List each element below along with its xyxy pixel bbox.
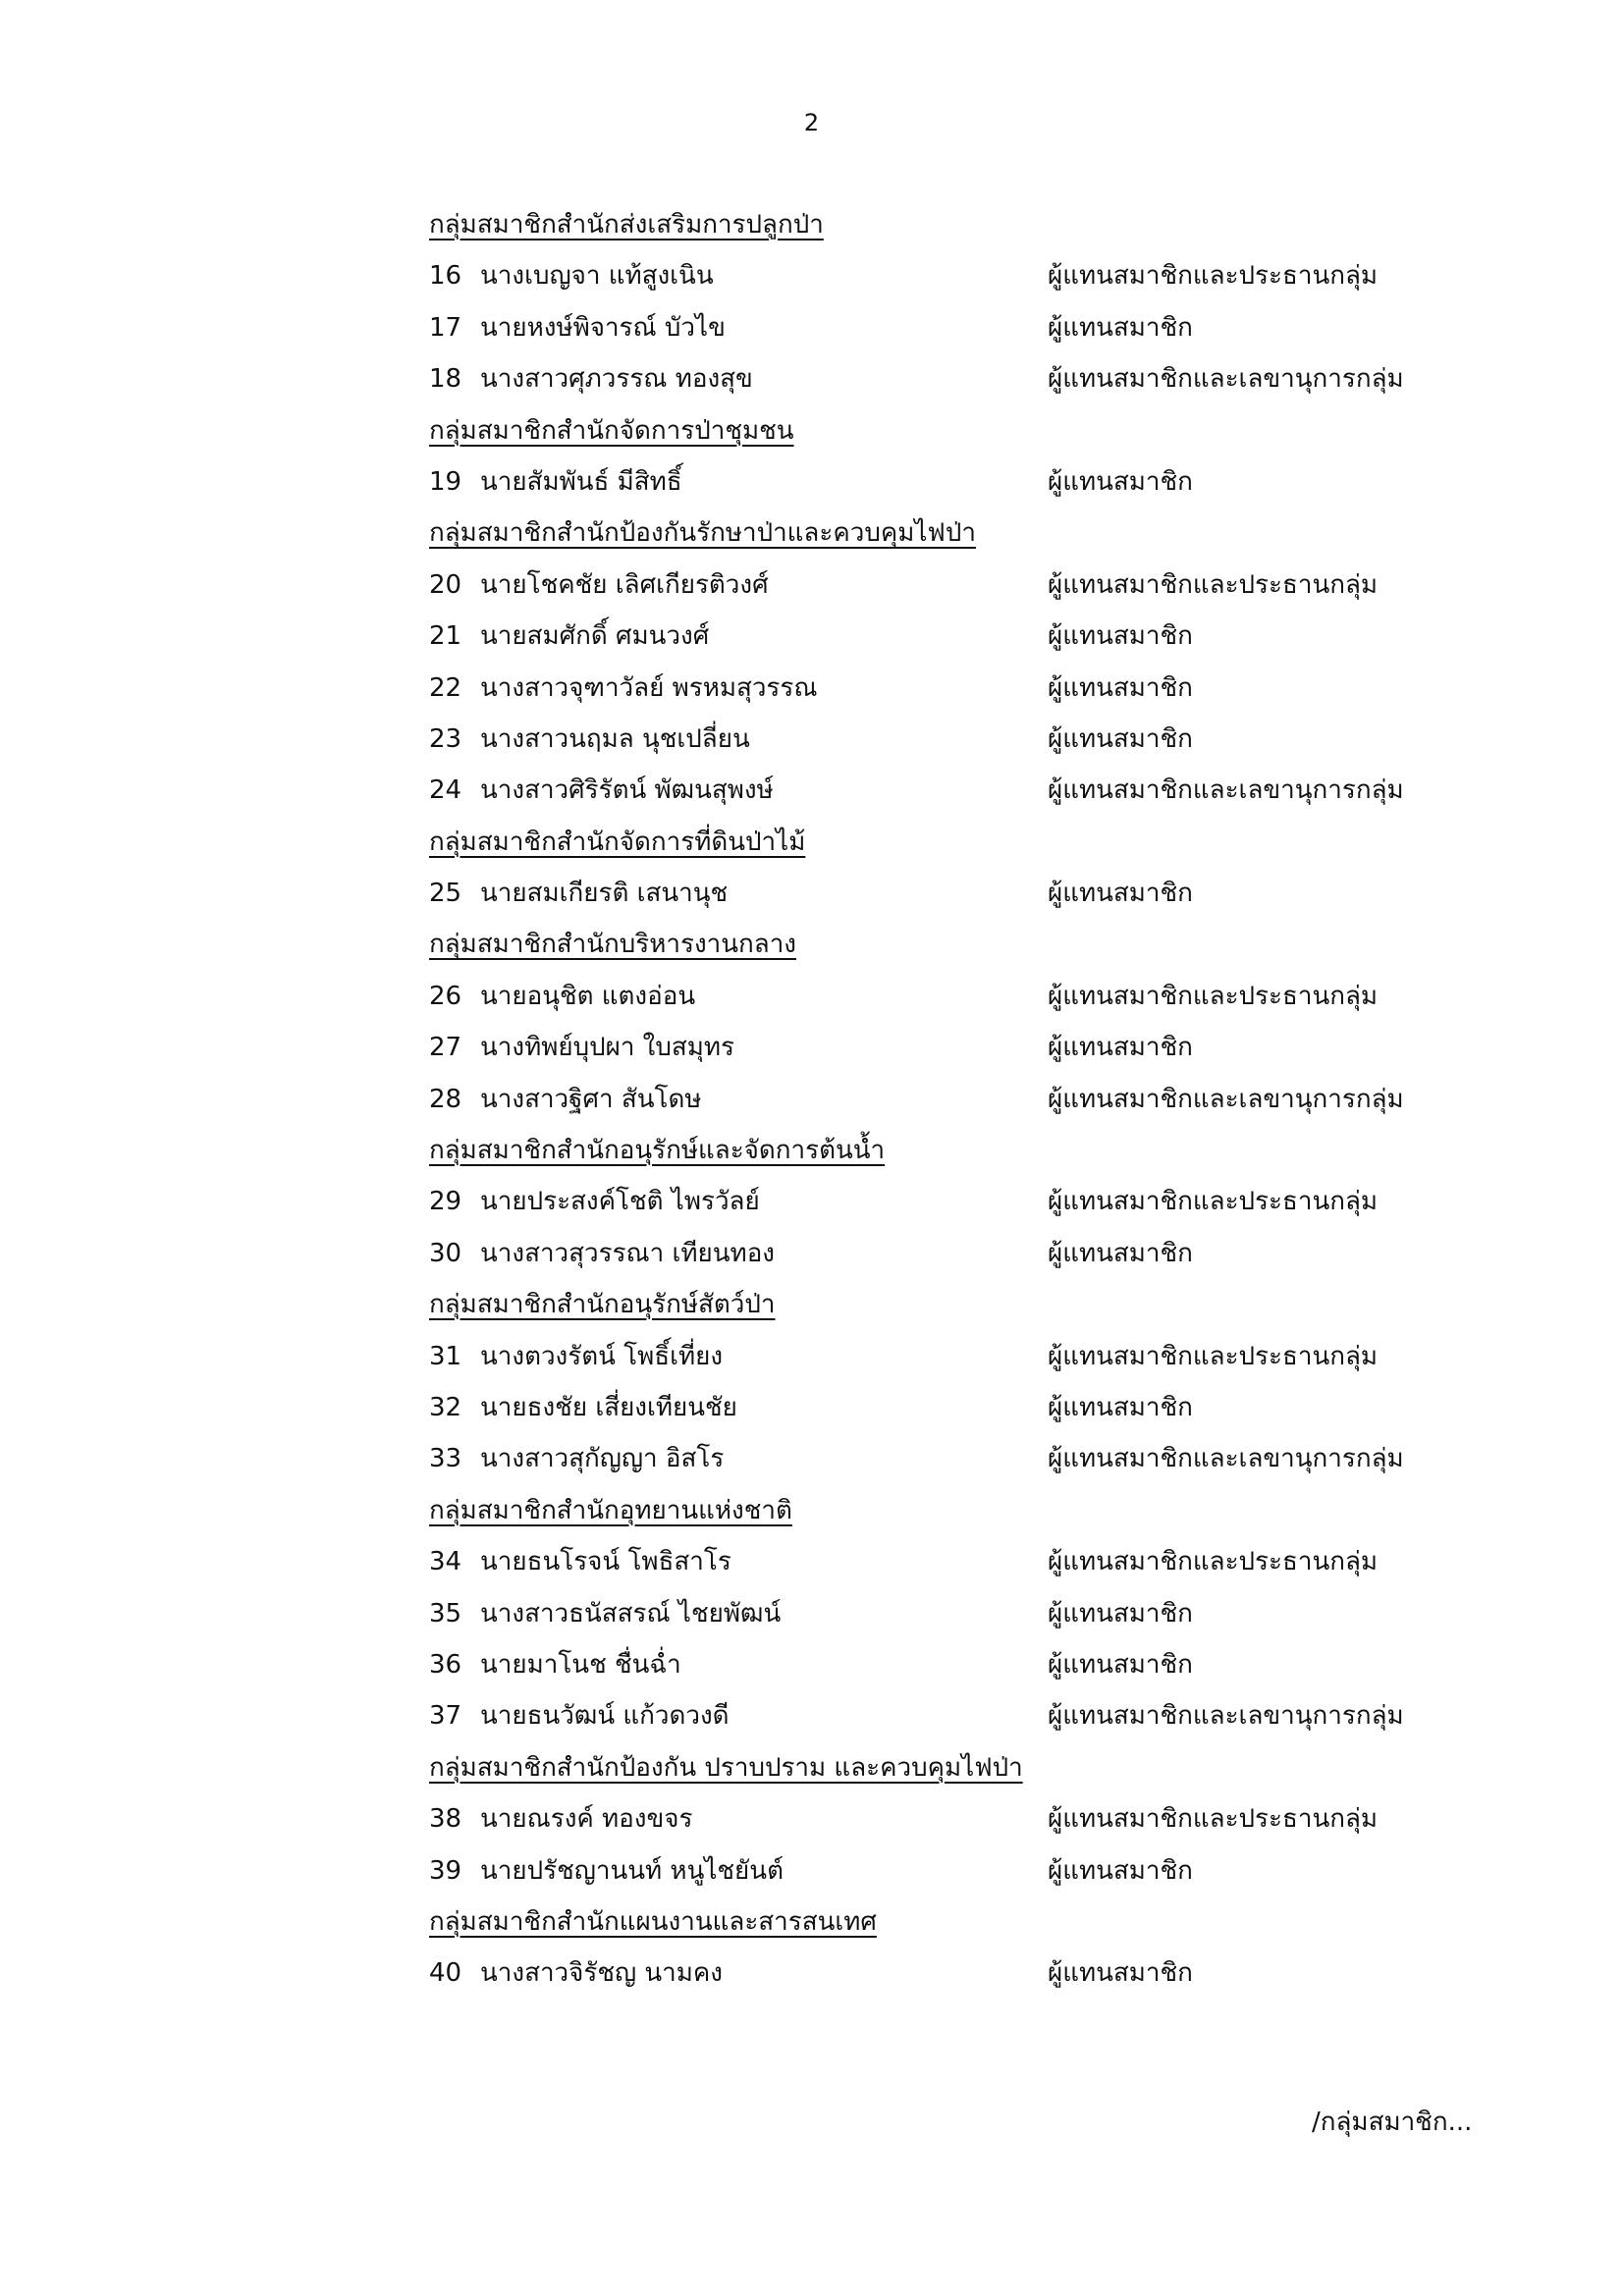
member-name: นายธนวัฒน์ แก้วดวงดี: [480, 1701, 730, 1732]
member-role: ผู้แทนสมาชิก: [1048, 1958, 1193, 1989]
member-role: ผู้แทนสมาชิก: [1048, 879, 1193, 909]
member-row: [429, 353, 1509, 404]
member-name: นายหงษ์พิจารณ์ บัวไข: [480, 312, 726, 343]
member-name: นายธนโรจน์ โพธิสาโร: [480, 1547, 731, 1577]
member-name: นายอนุชิต แตงอ่อน: [480, 981, 696, 1011]
member-number: 38: [429, 1804, 462, 1835]
member-list: [429, 199, 1509, 2000]
member-number: 21: [429, 621, 462, 652]
continuation-note: /กลุ่มสมาชิก...: [1312, 2108, 1473, 2137]
member-role: ผู้แทนสมาชิกและเลขานุการกลุ่ม: [1048, 775, 1404, 806]
member-number: 25: [429, 879, 462, 909]
member-name: นางสาวฐิศา สันโดษ: [480, 1084, 702, 1114]
member-name: นางสาวจุฑาวัลย์ พรหมสุวรรณ: [480, 672, 818, 703]
member-row: [429, 868, 1509, 919]
group-heading: กลุ่มสมาชิกสำนักแผนงานและสารสนเทศ: [429, 1906, 877, 1937]
member-number: 32: [429, 1392, 462, 1422]
member-name: นางสาวนฤมล นุชเปลี่ยน: [480, 723, 750, 754]
member-name: นางสาวสุวรรณา เทียนทอง: [480, 1238, 776, 1268]
member-role: ผู้แทนสมาชิก: [1048, 466, 1193, 497]
member-row: [429, 1845, 1509, 1896]
member-name: นายสัมพันธ์ มีสิทธิ์: [480, 466, 682, 497]
member-name: นายประสงค์โชติ ไพรวัลย์: [480, 1187, 760, 1217]
member-number: 34: [429, 1547, 462, 1577]
member-role: ผู้แทนสมาชิกและประธานกลุ่ม: [1048, 1341, 1379, 1371]
member-row: [429, 1331, 1509, 1382]
member-row: [429, 971, 1509, 1022]
member-row: [429, 1639, 1509, 1690]
member-row: [429, 1588, 1509, 1639]
member-role: ผู้แทนสมาชิกและเลขานุการกลุ่ม: [1048, 1444, 1404, 1474]
member-number: 24: [429, 775, 462, 806]
member-number: 31: [429, 1341, 462, 1371]
member-row: [429, 1433, 1509, 1484]
member-row: [429, 1074, 1509, 1125]
member-name: นางสาวศิริรัตน์ พัฒนสุพงษ์: [480, 775, 774, 806]
member-row: [429, 714, 1509, 765]
member-name: นายสมศักดิ์ ศมนวงศ์: [480, 621, 710, 652]
group-heading: กลุ่มสมาชิกสำนักส่งเสริมการปลูกป่า: [429, 210, 824, 240]
member-row: [429, 611, 1509, 662]
member-name: นางสาวจิรัชญ นามคง: [480, 1958, 723, 1989]
member-role: ผู้แทนสมาชิก: [1048, 723, 1193, 754]
group-heading: กลุ่มสมาชิกสำนักบริหารงานกลาง: [429, 930, 797, 960]
member-role: ผู้แทนสมาชิก: [1048, 1033, 1193, 1063]
member-row: [429, 456, 1509, 507]
member-row: [429, 1536, 1509, 1587]
member-row: [429, 663, 1509, 714]
member-number: 17: [429, 312, 462, 343]
member-name: นางสาวธนัสสรณ์ ไชยพัฒน์: [480, 1598, 782, 1629]
member-number: 16: [429, 261, 462, 292]
member-number: 30: [429, 1238, 462, 1268]
member-role: ผู้แทนสมาชิกและประธานกลุ่ม: [1048, 1547, 1379, 1577]
member-number: 37: [429, 1701, 462, 1732]
group-heading: กลุ่มสมาชิกสำนักอุทยานแห่งชาติ: [429, 1495, 792, 1525]
member-row: [429, 1690, 1509, 1741]
group-heading: กลุ่มสมาชิกสำนักอนุรักษ์และจัดการต้นน้ำ: [429, 1136, 886, 1166]
member-number: 23: [429, 723, 462, 754]
member-number: 26: [429, 981, 462, 1011]
member-role: ผู้แทนสมาชิก: [1048, 621, 1193, 652]
member-role: ผู้แทนสมาชิก: [1048, 1238, 1193, 1268]
member-number: 35: [429, 1598, 462, 1629]
member-number: 39: [429, 1855, 462, 1886]
member-role: ผู้แทนสมาชิกและประธานกลุ่ม: [1048, 261, 1379, 292]
member-name: นางสาวสุกัญญา อิสโร: [480, 1444, 725, 1474]
member-row: [429, 1228, 1509, 1279]
member-row: [429, 1793, 1509, 1844]
member-role: ผู้แทนสมาชิก: [1048, 1598, 1193, 1629]
member-number: 29: [429, 1187, 462, 1217]
member-name: นายปรัชญานนท์ หนูไชยันต์: [480, 1855, 784, 1886]
member-number: 40: [429, 1958, 462, 1989]
group-heading: กลุ่มสมาชิกสำนักจัดการที่ดินป่าไม้: [429, 827, 806, 857]
member-role: ผู้แทนสมาชิก: [1048, 1392, 1193, 1422]
member-number: 22: [429, 672, 462, 703]
member-role: ผู้แทนสมาชิก: [1048, 312, 1193, 343]
member-number: 27: [429, 1033, 462, 1063]
member-role: ผู้แทนสมาชิกและประธานกลุ่ม: [1048, 981, 1379, 1011]
member-number: 28: [429, 1084, 462, 1114]
member-name: นายมาโนช ชื่นฉ่ำ: [480, 1649, 681, 1680]
member-name: นายณรงค์ ทองขจร: [480, 1804, 693, 1835]
member-name: นางเบญจา แท้สูงเนิน: [480, 261, 714, 292]
member-row: [429, 1176, 1509, 1227]
group-heading: กลุ่มสมาชิกสำนักป้องกัน ปราบปราม และควบคุมไฟป่า: [429, 1752, 1023, 1783]
member-number: 33: [429, 1444, 462, 1474]
member-role: ผู้แทนสมาชิกและประธานกลุ่ม: [1048, 1187, 1379, 1217]
member-row: [429, 560, 1509, 611]
member-name: นางตวงรัตน์ โพธิ์เที่ยง: [480, 1341, 724, 1371]
page-number: 2: [803, 109, 820, 136]
member-name: นายโชคชัย เลิศเกียรติวงศ์: [480, 569, 769, 600]
member-number: 36: [429, 1649, 462, 1680]
member-role: ผู้แทนสมาชิกและเลขานุการกลุ่ม: [1048, 1701, 1404, 1732]
member-role: ผู้แทนสมาชิกและประธานกลุ่ม: [1048, 569, 1379, 600]
member-row: [429, 302, 1509, 353]
group-heading: กลุ่มสมาชิกสำนักป้องกันรักษาป่าและควบคุมไฟป่า: [429, 518, 976, 549]
member-row: [429, 1022, 1509, 1073]
member-row: [429, 1948, 1509, 1999]
member-name: นางสาวศุภวรรณ ทองสุข: [480, 364, 753, 395]
member-role: ผู้แทนสมาชิก: [1048, 672, 1193, 703]
member-number: 20: [429, 569, 462, 600]
member-name: นายสมเกียรติ เสนานุช: [480, 879, 729, 909]
member-number: 18: [429, 364, 462, 395]
member-role: ผู้แทนสมาชิก: [1048, 1855, 1193, 1886]
member-role: ผู้แทนสมาชิกและเลขานุการกลุ่ม: [1048, 364, 1404, 395]
group-heading: กลุ่มสมาชิกสำนักอนุรักษ์สัตว์ป่า: [429, 1290, 776, 1320]
member-number: 19: [429, 466, 462, 497]
member-row: [429, 765, 1509, 816]
member-row: [429, 250, 1509, 301]
member-role: ผู้แทนสมาชิกและเลขานุการกลุ่ม: [1048, 1084, 1404, 1114]
group-heading: กลุ่มสมาชิกสำนักจัดการป่าชุมชน: [429, 415, 794, 446]
member-role: ผู้แทนสมาชิกและประธานกลุ่ม: [1048, 1804, 1379, 1835]
member-name: นางทิพย์บุปผา ใบสมุทร: [480, 1033, 734, 1063]
member-role: ผู้แทนสมาชิก: [1048, 1649, 1193, 1680]
member-name: นายธงชัย เสี่ยงเทียนชัย: [480, 1392, 737, 1422]
member-row: [429, 1382, 1509, 1433]
